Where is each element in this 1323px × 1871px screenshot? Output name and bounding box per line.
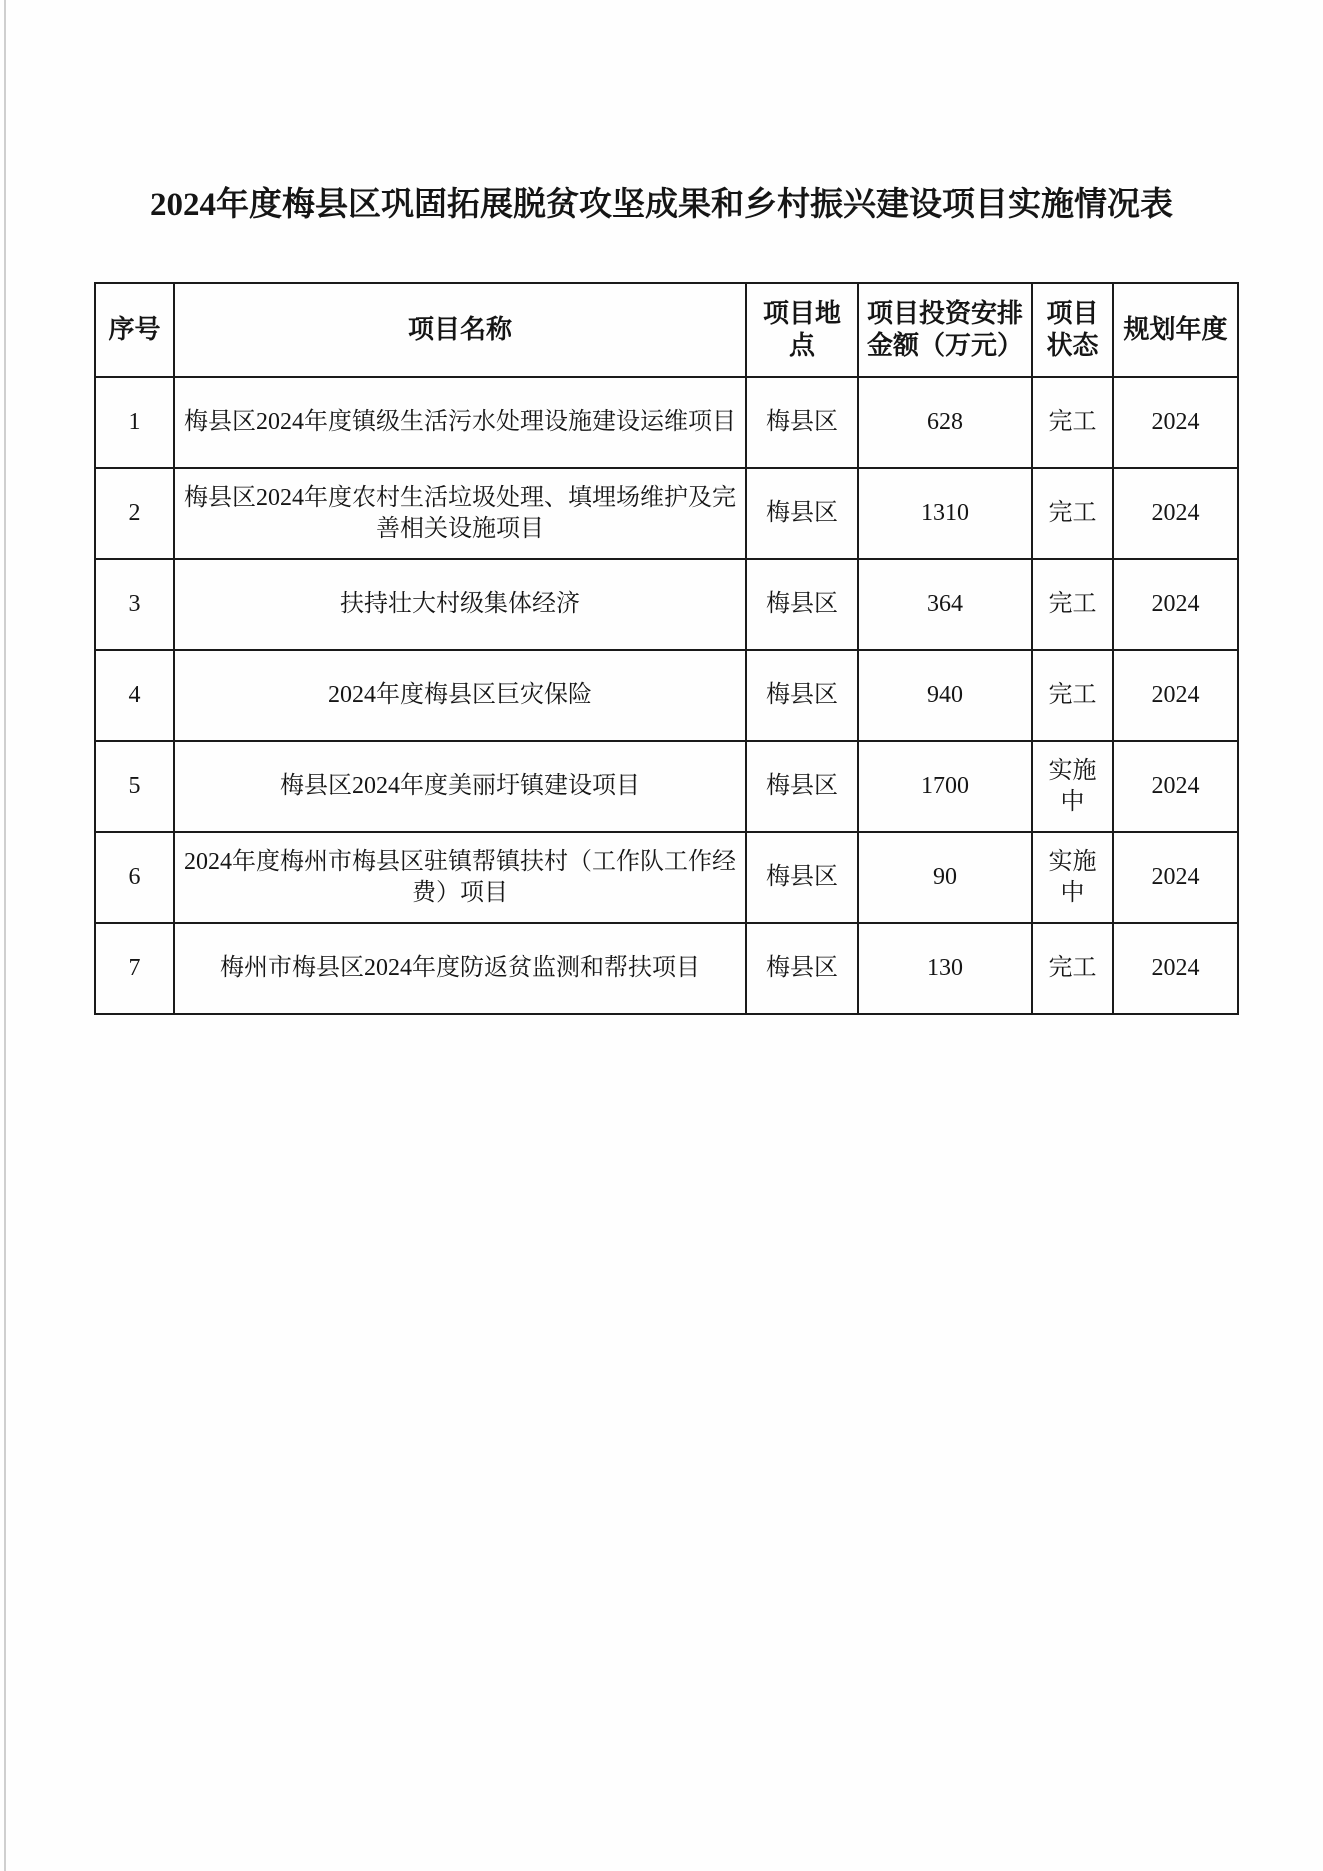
header-location: 项目地点	[746, 283, 858, 377]
header-investment: 项目投资安排金额（万元）	[858, 283, 1032, 377]
header-plan-year: 规划年度	[1113, 283, 1238, 377]
cell-status: 实施中	[1032, 741, 1113, 832]
cell-location: 梅县区	[746, 832, 858, 923]
cell-project-name: 2024年度梅县区巨灾保险	[174, 650, 746, 741]
table-body	[95, 377, 1238, 1014]
table-row	[95, 559, 1238, 650]
cell-project-name: 梅县区2024年度镇级生活污水处理设施建设运维项目	[174, 377, 746, 468]
cell-status: 完工	[1032, 650, 1113, 741]
cell-investment: 1310	[858, 468, 1032, 559]
cell-location: 梅县区	[746, 741, 858, 832]
cell-plan-year: 2024	[1113, 923, 1238, 1014]
table-row	[95, 650, 1238, 741]
table-row	[95, 832, 1238, 923]
cell-investment: 628	[858, 377, 1032, 468]
cell-location: 梅县区	[746, 468, 858, 559]
table-row	[95, 377, 1238, 468]
cell-plan-year: 2024	[1113, 832, 1238, 923]
cell-index: 4	[95, 650, 174, 741]
cell-index: 3	[95, 559, 174, 650]
cell-project-name: 梅县区2024年度农村生活垃圾处理、填埋场维护及完善相关设施项目	[174, 468, 746, 559]
table-header	[95, 283, 1238, 377]
table-row	[95, 923, 1238, 1014]
cell-index: 6	[95, 832, 174, 923]
cell-status: 完工	[1032, 377, 1113, 468]
cell-index: 7	[95, 923, 174, 1014]
cell-investment: 940	[858, 650, 1032, 741]
cell-location: 梅县区	[746, 377, 858, 468]
cell-plan-year: 2024	[1113, 650, 1238, 741]
cell-index: 2	[95, 468, 174, 559]
cell-project-name: 扶持壮大村级集体经济	[174, 559, 746, 650]
cell-status: 实施中	[1032, 832, 1113, 923]
project-table	[94, 282, 1239, 1015]
cell-status: 完工	[1032, 559, 1113, 650]
cell-status: 完工	[1032, 468, 1113, 559]
cell-plan-year: 2024	[1113, 741, 1238, 832]
cell-plan-year: 2024	[1113, 559, 1238, 650]
header-project-name: 项目名称	[174, 283, 746, 377]
cell-index: 1	[95, 377, 174, 468]
table-row	[95, 741, 1238, 832]
cell-project-name: 梅州市梅县区2024年度防返贫监测和帮扶项目	[174, 923, 746, 1014]
header-index: 序号	[95, 283, 174, 377]
cell-plan-year: 2024	[1113, 377, 1238, 468]
scan-edge-line	[4, 0, 6, 1871]
table-header-row	[95, 283, 1238, 377]
cell-location: 梅县区	[746, 559, 858, 650]
cell-location: 梅县区	[746, 923, 858, 1014]
cell-location: 梅县区	[746, 650, 858, 741]
cell-status: 完工	[1032, 923, 1113, 1014]
page-title: 2024年度梅县区巩固拓展脱贫攻坚成果和乡村振兴建设项目实施情况表	[150, 187, 1173, 223]
cell-investment: 130	[858, 923, 1032, 1014]
table-row	[95, 468, 1238, 559]
cell-project-name: 梅县区2024年度美丽圩镇建设项目	[174, 741, 746, 832]
cell-index: 5	[95, 741, 174, 832]
cell-investment: 90	[858, 832, 1032, 923]
cell-plan-year: 2024	[1113, 468, 1238, 559]
cell-investment: 1700	[858, 741, 1032, 832]
cell-project-name: 2024年度梅州市梅县区驻镇帮镇扶村（工作队工作经费）项目	[174, 832, 746, 923]
header-status: 项目状态	[1032, 283, 1113, 377]
cell-investment: 364	[858, 559, 1032, 650]
